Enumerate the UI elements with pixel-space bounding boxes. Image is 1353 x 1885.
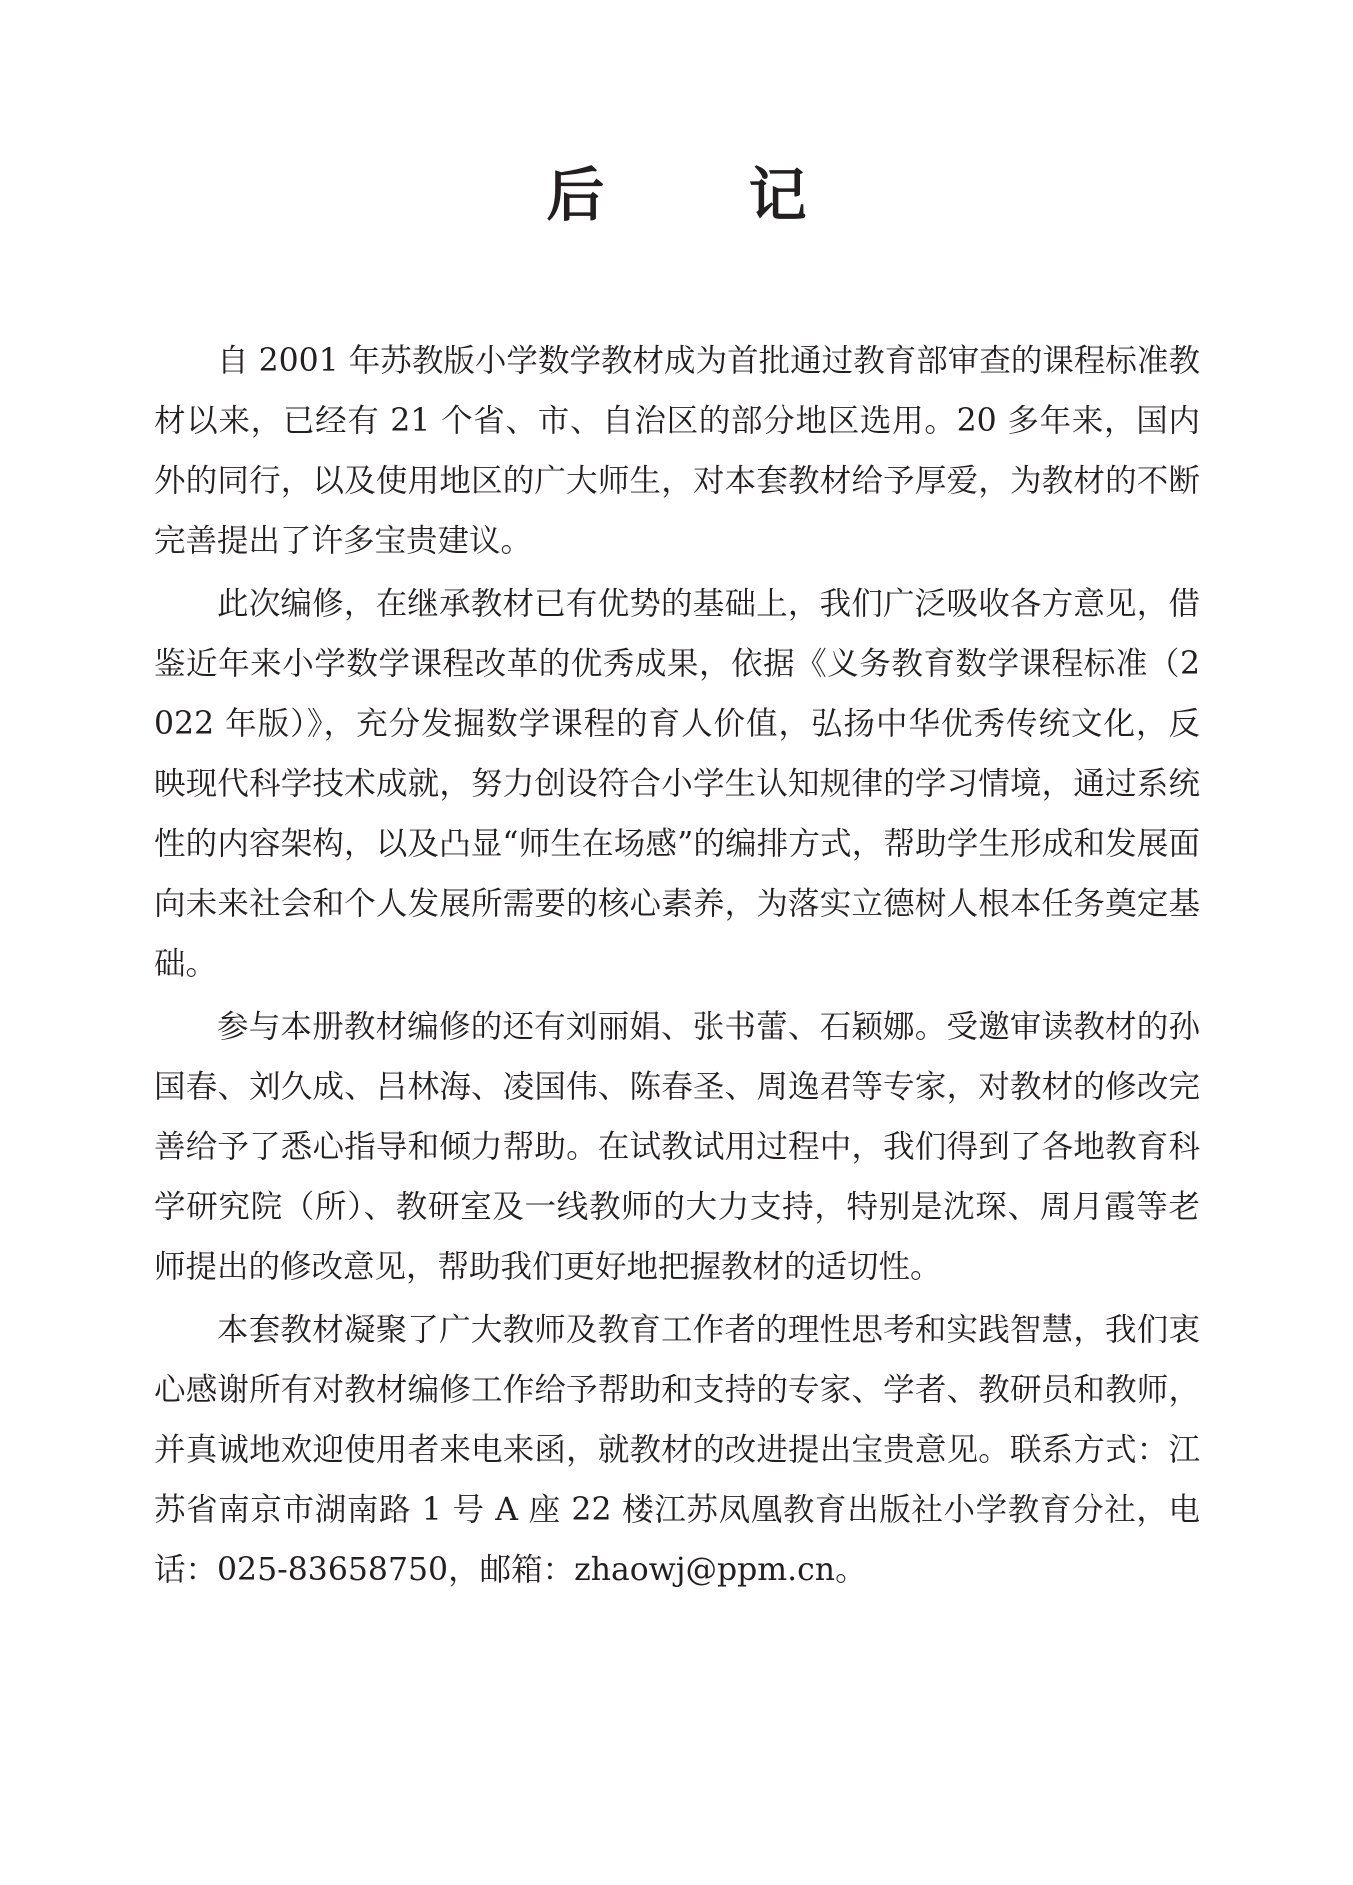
paragraph-acknowledgements: 参与本册教材编修的还有刘丽娟、张书蕾、石颖娜。受邀审读教材的孙国春、刘久成、吕林海、凌国伟、陈春圣、周逸君等专家，对教材的修改完善给予了悉心指导和倾力帮助。在试教试用过程中，我们得到了各地教育科学研究院（所）、教研室及一线教师的大力支持，特别是沈琛、周月霞等老师提出的修改意见，帮助我们更好地把握教材的适切性。 xyxy=(154,1009,1200,1285)
afterword-body xyxy=(154,331,1200,1600)
paragraph-contact: 本套教材凝聚了广大教师及教育工作者的理性思考和实践智慧，我们衷心感谢所有对教材编修工作给予帮助和支持的专家、学者、教研员和教师，并真诚地欢迎使用者来电来函，就教材的改进提出宝贵意见。联系方式：江苏省南京市湖南路 1 号 A 座 22 楼江苏凤凰教育出版社小学教育分社，电话：025-83658750，邮箱：zhaowj@ppm.cn。 xyxy=(154,1312,1200,1588)
paragraph-revision: 此次编修，在继承教材已有优势的基础上，我们广泛吸收各方意见，借鉴近年来小学数学课程改革的优秀成果，依据《义务教育数学课程标准（2022 年版）》，充分发掘数学课程的育人价值，弘扬中华优秀传统文化，反映现代科学技术成就，努力创设符合小学生认知规律的学习情境，通过系统性的内容架构，以及凸显“师生在场感”的编排方式，帮助学生形成和发展面向未来社会和个人发展所需要的核心素养，为落实立德树人根本任务奠定基础。 xyxy=(154,586,1200,982)
page-title: 后 记 xyxy=(546,161,869,229)
paragraph-history: 自 2001 年苏教版小学数学教材成为首批通过教育部审查的课程标准教材以来，已经有 21 个省、市、自治区的部分地区选用。20 多年来，国内外的同行，以及使用地区的广大师生，对本套教材给予厚爱，为教材的不断完善提出了许多宝贵建议。 xyxy=(154,343,1200,559)
